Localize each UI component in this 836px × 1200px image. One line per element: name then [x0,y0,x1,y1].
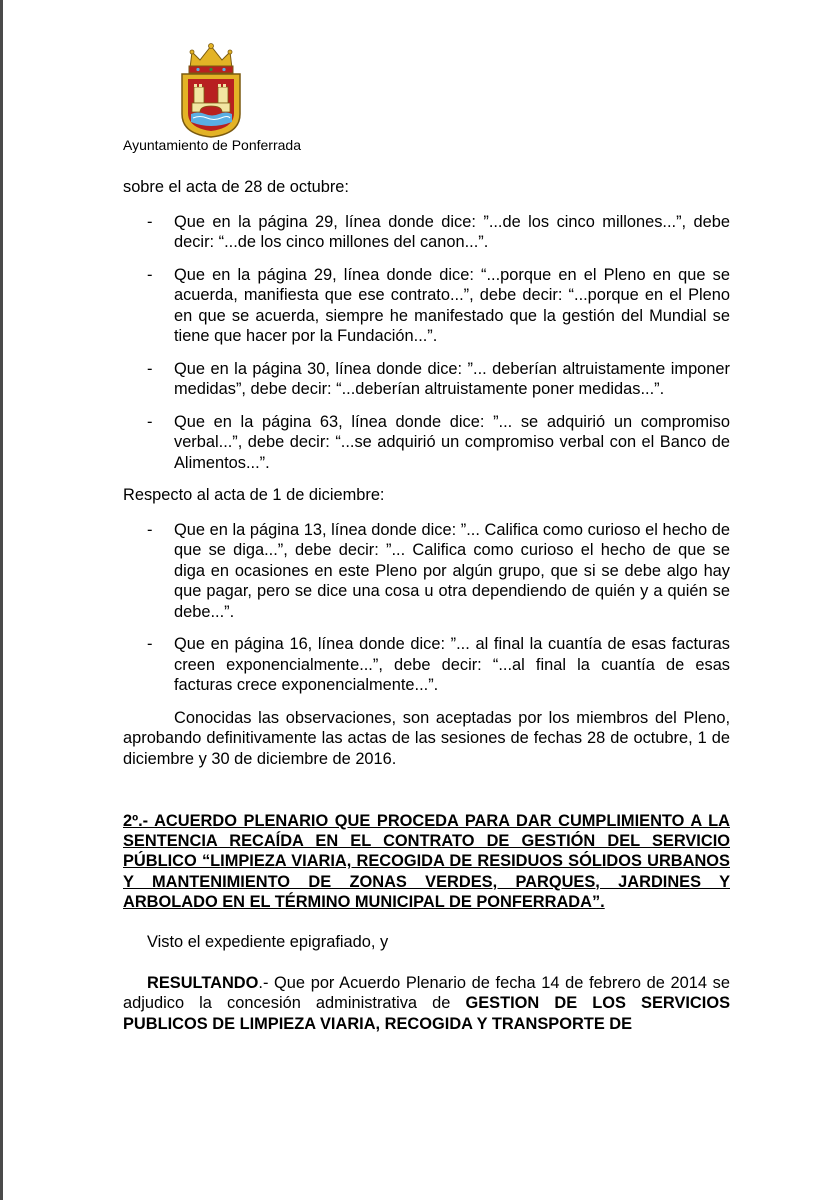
list-item: - Que en página 16, línea donde dice: ”... al final la cuantía de esas facturas creen exponencialmente...”, debe decir: “...al final la cuantía de esas facturas crece exponencialmente...”. [147,635,730,694]
list-item: - Que en la página 29, línea donde dice: ”...de los cinco millones...”, debe decir: “...de los cinco millones del canon...”. [147,212,730,251]
section-1-intro: sobre el acta de 28 de octubre: [123,178,349,196]
document-body [123,177,730,1034]
list-item: - Que en la página 29, línea donde dice: “...porque en el Pleno en que se acuerda, manifiesta que ese contrato...”, debe decir: “...porque en el Pleno en que se acuerda, siempre he manifestado que la gestión del Mundial se tiene que hacer por la Fundación...”. [147,265,730,345]
resultando-paragraph [123,973,730,1035]
crown-icon [189,44,233,74]
resultando-label: RESULTANDO [147,973,259,992]
shield-icon [182,74,240,137]
organization-name: Ayuntamiento de Ponferrada [123,137,301,153]
section-1-list [123,212,730,474]
list-item: - Que en la página 63, línea donde dice: ”... se adquirió un compromiso verbal...”, debe decir: “...se adquirió un compromiso verbal con el Banco de Alimentos...”. [147,412,730,472]
resolution-paragraph: Conocidas las observaciones, son aceptadas por los miembros del Pleno, aprobando definitivamente las actas de las sesiones de fechas 28 de octubre, 1 de diciembre y 30 de diciembre de 2016. [123,708,730,768]
resultando-text: .- Que por Acuerdo Plenario de fecha 14 de febrero de 2014 se adjudico la concesión administrativa de [123,973,730,1013]
section-2-intro: Respecto al acta de 1 de diciembre: [123,486,385,504]
page-edge [0,0,3,1200]
agenda-item-heading: 2º.- ACUERDO PLENARIO QUE PROCEDA PARA DAR CUMPLIMIENTO A LA SENTENCIA RECAÍDA EN EL CONTRATO DE GESTIÓN DEL SERVICIO PÚBLICO “LIMPIEZA VIARIA, RECOGIDA DE RESIDUOS SÓLIDOS URBANOS Y MANTENIMIENTO DE ZONAS VERDES, PARQUES, JARDINES Y ARBOLADO EN EL TÉRMINO MUNICIPAL DE PONFERRADA”. [123,812,730,911]
visto-paragraph: Visto el expediente epigrafiado, y [147,933,389,952]
list-item: - Que en la página 13, línea donde dice: ”... Califica como curioso el hecho de que se diga...”, debe decir: ”... Califica como curioso el hecho de que se diga en ocasiones en este Pleno por algún grupo, que si se debe algo hay que pagar, pero se dice una cosa u otra dependiendo de quién y a quién se debe...”. [147,520,730,621]
coat-of-arms-icon [178,42,244,138]
resultando-bold-tail: GESTION DE LOS SERVICIOS PUBLICOS DE LIMPIEZA VIARIA, RECOGIDA Y TRANSPORTE DE [123,994,731,1033]
list-item: - Que en la página 30, línea donde dice: ”... deberían altruistamente imponer medidas”, debe decir: “...deberían altruistamente poner medidas...”. [147,359,730,398]
section-2-list [123,520,730,696]
